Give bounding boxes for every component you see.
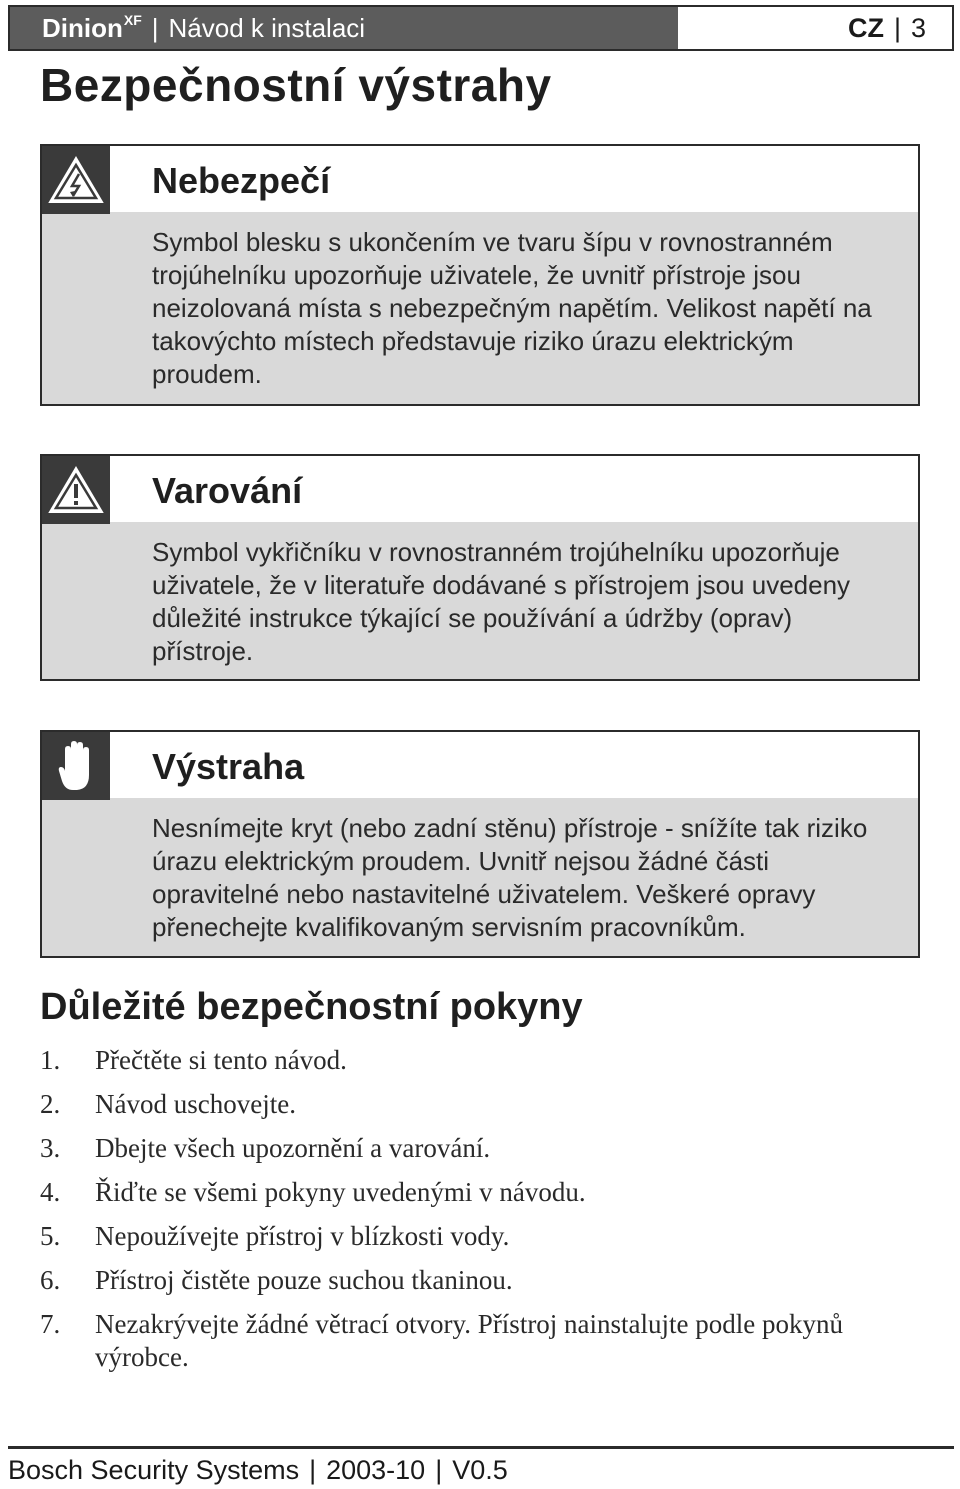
list-item-text: Nezakrývejte žádné větrací otvory. Přístroj nainstalujte podle pokynů výrobce. — [95, 1309, 844, 1372]
page-footer — [8, 1455, 508, 1486]
list-item — [40, 1220, 920, 1253]
hand-stop-icon — [42, 732, 110, 800]
page-title: Bezpečnostní výstrahy — [40, 59, 552, 111]
exclamation-triangle-icon — [42, 456, 110, 524]
list-item — [40, 1088, 920, 1121]
list-item-text: Přístroj čistěte pouze suchou tkaninou. — [95, 1265, 513, 1295]
caution-notice — [40, 730, 920, 958]
list-item-number: 5. — [40, 1221, 61, 1251]
header-divider-2: | — [893, 12, 901, 43]
footer-version: V0.5 — [452, 1455, 508, 1485]
list-item-text: Řiďte se všemi pokyny uvedenými v návodu. — [95, 1177, 586, 1207]
caution-title: Výstraha — [152, 746, 305, 787]
list-item-number: 1. — [40, 1045, 61, 1075]
danger-text: Symbol blesku s ukončením ve tvaru šípu v rovnostranném trojúhelníku upozorňuje uživatele, že uvnitř přístroje jsou neizolovaná místa s nebezpečným napětím. Velikost napětí na takovýchto místech představuje riziko úrazu elektrickým proudem. — [152, 227, 872, 389]
product-name-text: Dinion — [42, 13, 123, 43]
list-item-number: 2. — [40, 1089, 61, 1119]
footer-date: 2003-10 — [326, 1455, 426, 1485]
product-superscript: XF — [123, 12, 142, 28]
section-title: Důležité bezpečnostní pokyny — [40, 986, 583, 1028]
footer-company: Bosch Security Systems — [8, 1455, 300, 1485]
lightning-triangle-icon — [42, 146, 110, 214]
language-code: CZ — [847, 12, 884, 43]
list-item-text: Nepoužívejte přístroj v blízkosti vody. — [95, 1221, 510, 1251]
document-title: Návod k instalaci — [168, 12, 366, 43]
list-item-number: 4. — [40, 1177, 61, 1207]
danger-title: Nebezpečí — [152, 160, 331, 201]
header-divider: | — [151, 12, 159, 43]
page-header — [8, 5, 954, 51]
footer-divider-2: | — [435, 1455, 443, 1485]
instructions-list — [40, 1044, 920, 1385]
list-item — [40, 1176, 920, 1209]
list-item — [40, 1308, 920, 1374]
footer-divider-line — [8, 1446, 954, 1449]
list-item — [40, 1132, 920, 1165]
caution-text: Nesnímejte kryt (nebo zadní stěnu) přístroje - snížíte tak riziko úrazu elektrickým proudem. Uvnitř nejsou žádné části opravitelné nebo nastavitelné uživatelem. Veškeré opravy přenechejte kvalifikovaným servisním pracovníkům. — [152, 813, 868, 942]
list-item-number: 3. — [40, 1133, 61, 1163]
page-number: 3 — [910, 12, 926, 43]
danger-notice — [40, 144, 920, 406]
product-name — [42, 12, 142, 44]
warning-text: Symbol vykřičníku v rovnostranném trojúhelníku upozorňuje uživatele, že v literatuře dodávané s přístrojem jsou uvedeny důležité instrukce týkající se používání a údržby (oprav) přístroje. — [152, 537, 851, 666]
list-item-number: 7. — [40, 1309, 61, 1339]
list-item-number: 6. — [40, 1265, 61, 1295]
list-item-text: Návod uschovejte. — [95, 1089, 296, 1119]
list-item-text: Přečtěte si tento návod. — [95, 1045, 347, 1075]
header-doc-info — [10, 7, 678, 49]
warning-notice — [40, 454, 920, 681]
warning-title: Varování — [152, 470, 303, 511]
footer-divider: | — [309, 1455, 317, 1485]
list-item-text: Dbejte všech upozornění a varování. — [95, 1133, 491, 1163]
header-page-info — [678, 7, 952, 49]
list-item — [40, 1264, 920, 1297]
list-item — [40, 1044, 920, 1077]
